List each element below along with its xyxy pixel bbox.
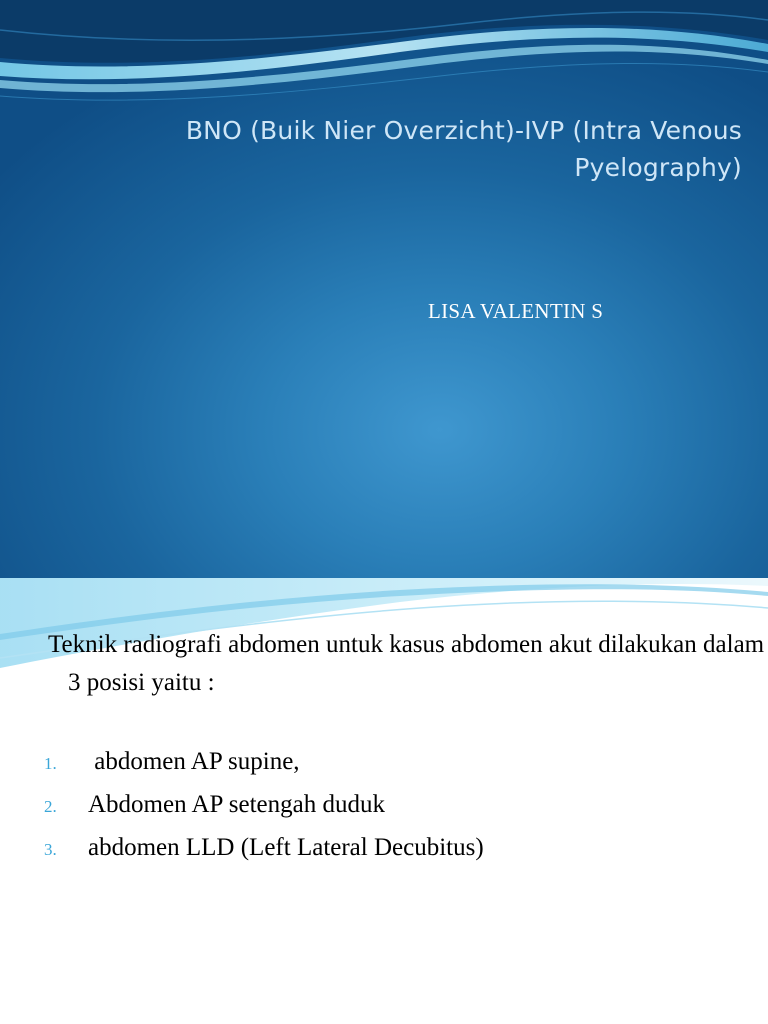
list-number: 2. xyxy=(44,797,57,816)
list-item xyxy=(44,834,744,877)
slide-title: BNO (Buik Nier Overzicht)-IVP (Intra Venous Pyelography) xyxy=(185,116,742,182)
author-name: LISA VALENTIN S xyxy=(428,299,604,323)
list-number: 1. xyxy=(44,754,57,773)
intro-paragraph: Teknik radiografi abdomen untuk kasus abdomen akut dilakukan dalam 3 posisi yaitu : xyxy=(48,631,765,696)
position-list xyxy=(44,748,744,877)
list-number: 3. xyxy=(44,840,57,859)
list-item xyxy=(44,748,744,791)
list-text: abdomen AP supine, xyxy=(88,748,300,775)
content-slide xyxy=(0,578,768,1024)
list-text: abdomen LLD (Left Lateral Decubitus) xyxy=(88,834,484,861)
list-item xyxy=(44,791,744,834)
list-text: Abdomen AP setengah duduk xyxy=(88,791,385,818)
